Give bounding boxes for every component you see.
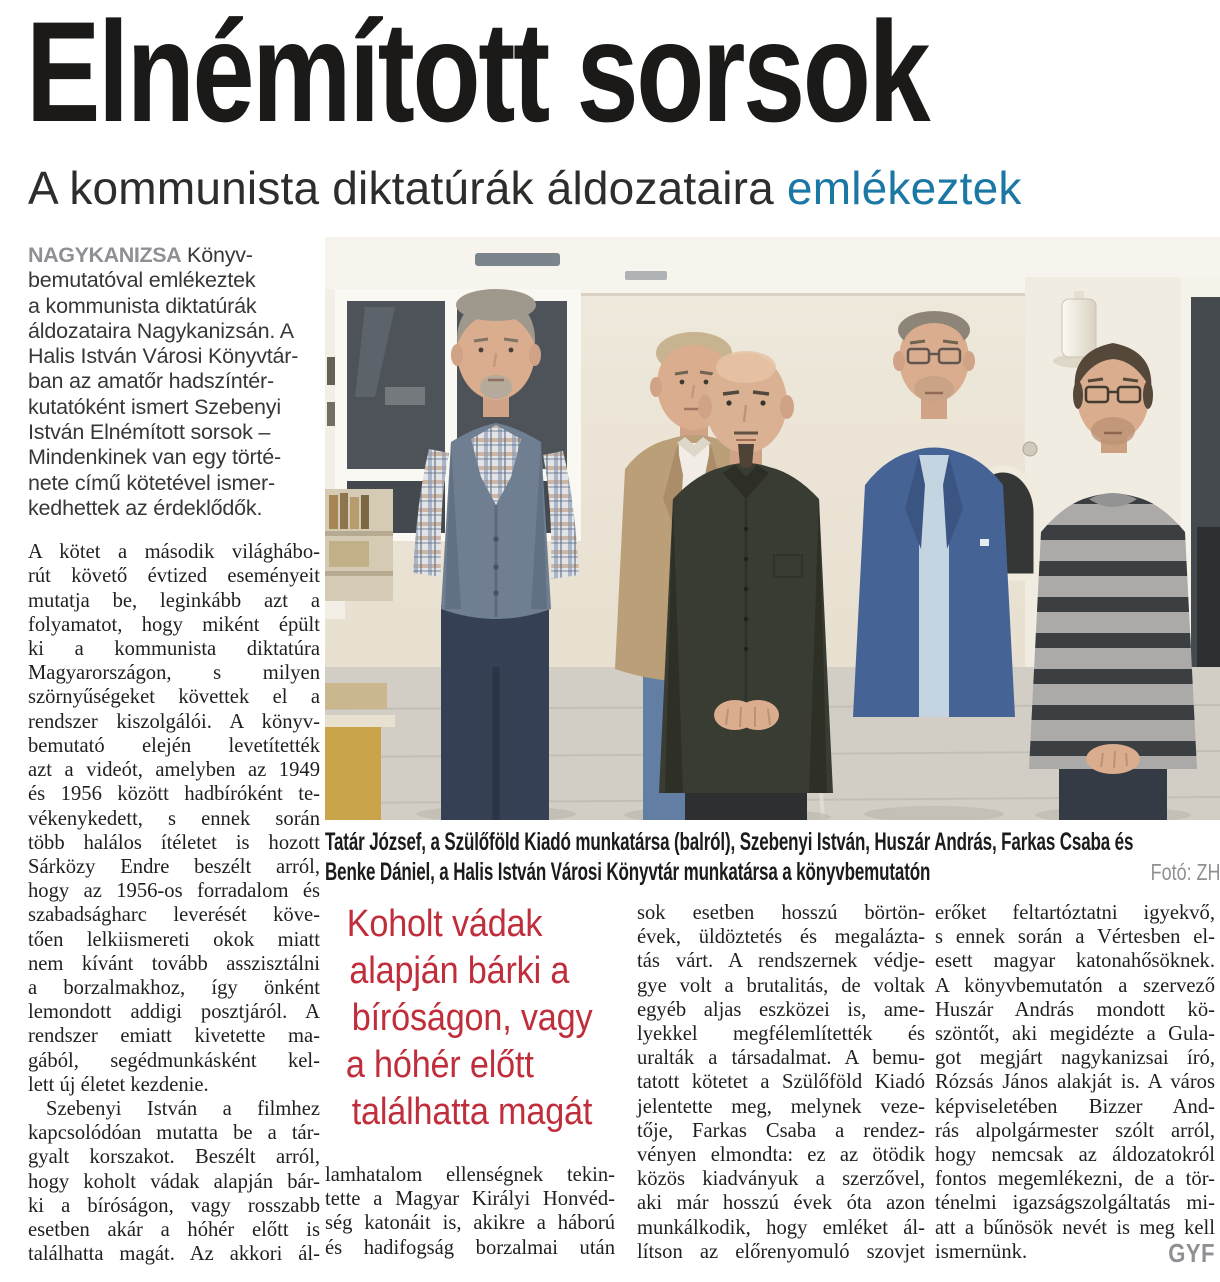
pull-quote-line: a hóhér előtt xyxy=(345,1044,534,1086)
text-line: sok esetben hosszú börtön- xyxy=(637,902,925,924)
text-line: nete című kötetével ismer- xyxy=(28,470,275,495)
dateline: NAGYKANIZSA xyxy=(28,243,182,267)
text-line: gyalt korszakot. Beszélt arról, xyxy=(28,1146,320,1169)
text-line: Huszár András mondott kö- xyxy=(935,998,1215,1021)
text-line: és 1956 között hadbíróként te- xyxy=(28,783,320,806)
text-line: hogy nemcsak az áldozatokról xyxy=(935,1144,1215,1167)
text-line: rút követő évtized eseményeit xyxy=(28,565,320,588)
text-line: folyamatot, hogy miként épült xyxy=(28,613,320,636)
text-line: jelentette meg, melynek veze- xyxy=(637,1095,925,1118)
subheadline-text: A kommunista diktatúrák áldozataira xyxy=(28,162,787,214)
text-line: uralták a társadalmat. A bemu- xyxy=(637,1047,925,1070)
text-line xyxy=(325,1042,615,1089)
photo-credit-text: Fotó: ZH xyxy=(1150,859,1220,885)
text-line: rendszer emiatt kivetette ma- xyxy=(28,1025,320,1048)
text-line: NAGYKANIZSA Könyv- xyxy=(28,243,253,267)
text-line: Mindenkinek van egy törté- xyxy=(28,445,281,470)
author-signature-text: GYF xyxy=(1168,1238,1215,1268)
text-line: A kötet a második világhábo- xyxy=(28,541,320,564)
text-line: A könyvbemutatón a szervező xyxy=(935,974,1215,997)
text-line: egyéb aljas eszközei is, ame- xyxy=(637,998,925,1021)
text-line: bemutató elején levetítették xyxy=(28,734,320,757)
paragraph xyxy=(28,243,320,521)
text-line: rás alpolgármester szólt arról, xyxy=(935,1119,1215,1142)
paragraph xyxy=(935,901,1215,1268)
text-line: tője, Farkas Csaba a rendez- xyxy=(637,1119,925,1142)
article-column-4 xyxy=(935,901,1215,1268)
paragraph xyxy=(325,1163,615,1260)
photo-illustration xyxy=(325,237,1220,820)
subheadline-highlight: emlékeztek xyxy=(786,162,1022,214)
text-line: a borzalmakhoz, így önként xyxy=(28,976,320,999)
text-line xyxy=(325,901,615,948)
text-line: ki a kommunista diktatúra xyxy=(28,638,320,661)
text-line: aki már hosszú évek óta azon xyxy=(637,1192,925,1215)
paragraph xyxy=(28,1097,320,1266)
text-line: a kommunista diktatúrák xyxy=(28,293,257,318)
photo-caption-line xyxy=(325,857,1220,887)
text-line: Rózsás János alakját is. A város xyxy=(935,1071,1215,1094)
pull-quote-line: találhatta magát xyxy=(351,1091,593,1133)
text-line: fontos megemlékezni, de a tör- xyxy=(935,1168,1215,1191)
pull-quote-line: Koholt vádak xyxy=(346,903,543,945)
article-photo xyxy=(325,237,1220,820)
text-line: att a bűnösök nevét is meg kell xyxy=(935,1216,1215,1239)
text-line: több halálos ítéletet is hozott xyxy=(28,831,320,854)
text-line: és hadifogság borzalmai után xyxy=(325,1236,615,1259)
text-line: évek, üldöztetés és megalázta- xyxy=(637,926,925,949)
text-line: mutatja be, leginkább azt a xyxy=(28,589,320,612)
text-line: szöntőt, aki megidézte a Gula- xyxy=(935,1023,1215,1046)
text-line: kapcsolódóan mutatta be a tár- xyxy=(28,1122,320,1145)
text-line xyxy=(325,948,615,995)
text-line: lítson az előrenyomuló szovjet xyxy=(637,1240,925,1263)
text-line: kutatóként ismert Szebenyi xyxy=(28,394,281,419)
pull-quote-line: bíróságon, vagy xyxy=(351,997,593,1039)
text-line: hogy koholt vádak alapján bár- xyxy=(28,1170,320,1193)
photo-tint xyxy=(325,237,1220,820)
page-title xyxy=(26,0,1183,152)
text-line: lyekkel megfélemlítették és xyxy=(637,1023,925,1046)
pull-quote-line: alapján bárki a xyxy=(349,950,570,992)
photo-credit xyxy=(1131,858,1220,886)
text-line: szabadságharc leverését köve- xyxy=(28,904,320,927)
pull-quote xyxy=(325,901,615,1136)
text-line: esetben akár a hóhér előtt is xyxy=(28,1218,320,1241)
text-line: szörnyűségeket követtek el a xyxy=(28,686,320,709)
text-line: István Elnémított sorsok – xyxy=(28,420,271,445)
text-line: tette a Magyar Királyi Honvéd- xyxy=(325,1188,615,1211)
text-line: vényen elmondta: ez az ötödik xyxy=(637,1144,925,1167)
paragraph xyxy=(637,901,925,1264)
text-line: esett magyar katonahősöknek. xyxy=(935,950,1215,973)
text-line: azt a videót, amelyben az 1949 xyxy=(28,759,320,782)
text-line: áldozataira Nagykanizsán. A xyxy=(28,318,294,343)
page-title-text: Elnémított sorsok xyxy=(26,0,929,152)
text-line: lemondott addigi posztjáról. A xyxy=(28,1001,320,1024)
text-line: tatott kötetet a Szülőföld Kiadó xyxy=(637,1071,925,1094)
text-line: lamhatalom ellenségnek tekin- xyxy=(325,1164,615,1186)
text-line: rendszer kiszolgálói. A könyv- xyxy=(28,710,320,733)
photo-caption-line xyxy=(325,827,1220,857)
author-signature xyxy=(1160,1240,1215,1266)
text-line: Halis István Városi Könyvtár- xyxy=(28,344,299,369)
paragraph xyxy=(28,540,320,1097)
photo-caption-text: Tatár József, a Szülőföld Kiadó munkatársa (balról), Szebenyi István, Huszár András, Farkas Csaba és xyxy=(325,828,1134,856)
text-line: erőket feltartóztatni igyekvő, xyxy=(935,902,1215,924)
text-line: közös kiadványuk a szerzővel, xyxy=(637,1168,925,1191)
text-line: munkálkodik, hogy emléket ál- xyxy=(637,1216,925,1239)
text-line: kedhettek az érdeklődők. xyxy=(28,495,263,520)
text-line xyxy=(325,1089,615,1136)
text-line: gye volt a brutalitás, de voltak xyxy=(637,974,925,997)
text-line xyxy=(325,995,615,1042)
text-line: vékenykedett, s ennek során xyxy=(28,807,320,830)
text-line: ténelmi igazságszolgáltatás mi- xyxy=(935,1192,1215,1215)
subheadline xyxy=(28,158,1022,218)
text-line: ismernünk. xyxy=(935,1240,1028,1263)
text-line: Szebenyi István a filmhez xyxy=(46,1097,320,1120)
photo-caption-text: Benke Dániel, a Halis István Városi Könyvtár munkatársa a könyvbemutatón xyxy=(325,858,931,886)
text-line: tően lelkiismereti okok miatt xyxy=(28,928,320,951)
text-line: Magyarországon, s milyen xyxy=(28,662,320,685)
text-line: lett új életet kezdenie. xyxy=(28,1073,209,1096)
text-line: képviseletében Bizzer And- xyxy=(935,1095,1215,1118)
text-line: hogy az 1956-os forradalom és xyxy=(28,880,320,903)
text-line: találhatta magát. Az akkori ál- xyxy=(28,1243,320,1266)
text-line: bemutatóval emlékeztek xyxy=(28,268,256,293)
text-line: gából, segédmunkásként kel- xyxy=(28,1049,320,1072)
text-line: Sárközy Endre beszélt arról, xyxy=(28,855,320,878)
text-line: ség katonáit is, akikre a háború xyxy=(325,1212,615,1235)
article-column-1 xyxy=(28,243,320,1266)
text-line: tás várt. A rendszernek védje- xyxy=(637,950,925,973)
text-line: ki a bíróságon, vagy rosszabb xyxy=(28,1194,320,1217)
text-line: nem kívánt tovább asszisztálni xyxy=(28,952,320,975)
article-column-2 xyxy=(325,901,615,1260)
text-line: got megjárt nagykanizsai író, xyxy=(935,1047,1215,1070)
text-line: s ennek során a Vértesben el- xyxy=(935,926,1215,949)
text-line: ban az amatőr hadszíntér- xyxy=(28,369,274,394)
photo-caption xyxy=(325,827,1220,887)
article-column-3 xyxy=(637,901,925,1264)
